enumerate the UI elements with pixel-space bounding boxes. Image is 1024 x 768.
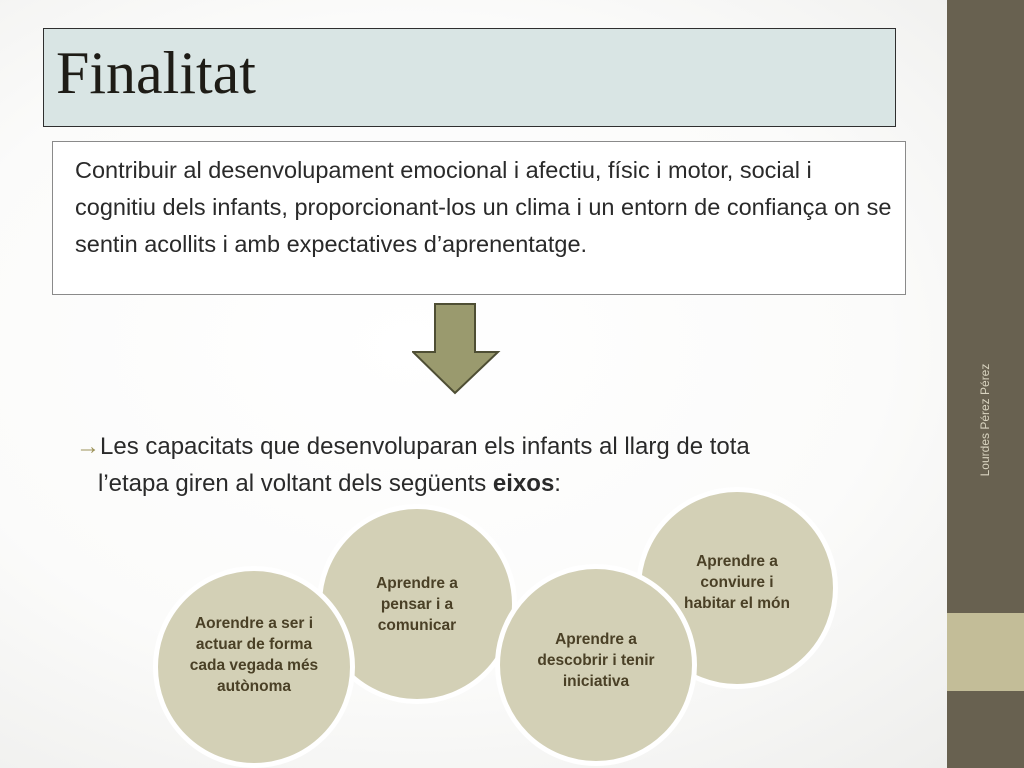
bullet-arrow-icon: →: [76, 433, 100, 460]
axis-circle-autonoma: [153, 566, 355, 768]
down-arrow-icon: [412, 302, 502, 396]
slide-title: Finalitat: [56, 40, 256, 106]
bullet-bold-word: eixos: [492, 470, 555, 497]
intro-paragraph: Contribuir al desenvolupament emocional i afectiu, físic i motor, social i cognitiu dels infants, proporcionant-los un clima i un entorn de confiança on se sentin acollits i amb expectatives d’aprenentatge.: [75, 157, 892, 257]
intro-text-box: [52, 141, 906, 295]
axis-label: Aprendre a descobrir i tenir iniciativa: [537, 630, 655, 690]
axis-circle-descobrir: [495, 564, 697, 766]
bullet-line2: l’etapa giren al voltant dels següents: [98, 470, 493, 497]
axis-label: Aorendre a ser i actuar de forma cada vegada més autònoma: [189, 614, 319, 695]
axis-label: Aprendre a pensar i a comunicar: [376, 574, 458, 634]
bullet-line1: Les capacitats que desenvoluparan els infants al llarg de tota: [100, 433, 750, 460]
sidebar-accent-block: [947, 613, 1024, 691]
bullet-colon: :: [554, 470, 561, 497]
bullet-paragraph: [76, 428, 906, 502]
title-box: [43, 28, 896, 127]
axis-label: Aprendre a conviure i habitar el món: [684, 552, 790, 612]
author-credit: Lourdes Pérez Pérez: [978, 363, 992, 477]
